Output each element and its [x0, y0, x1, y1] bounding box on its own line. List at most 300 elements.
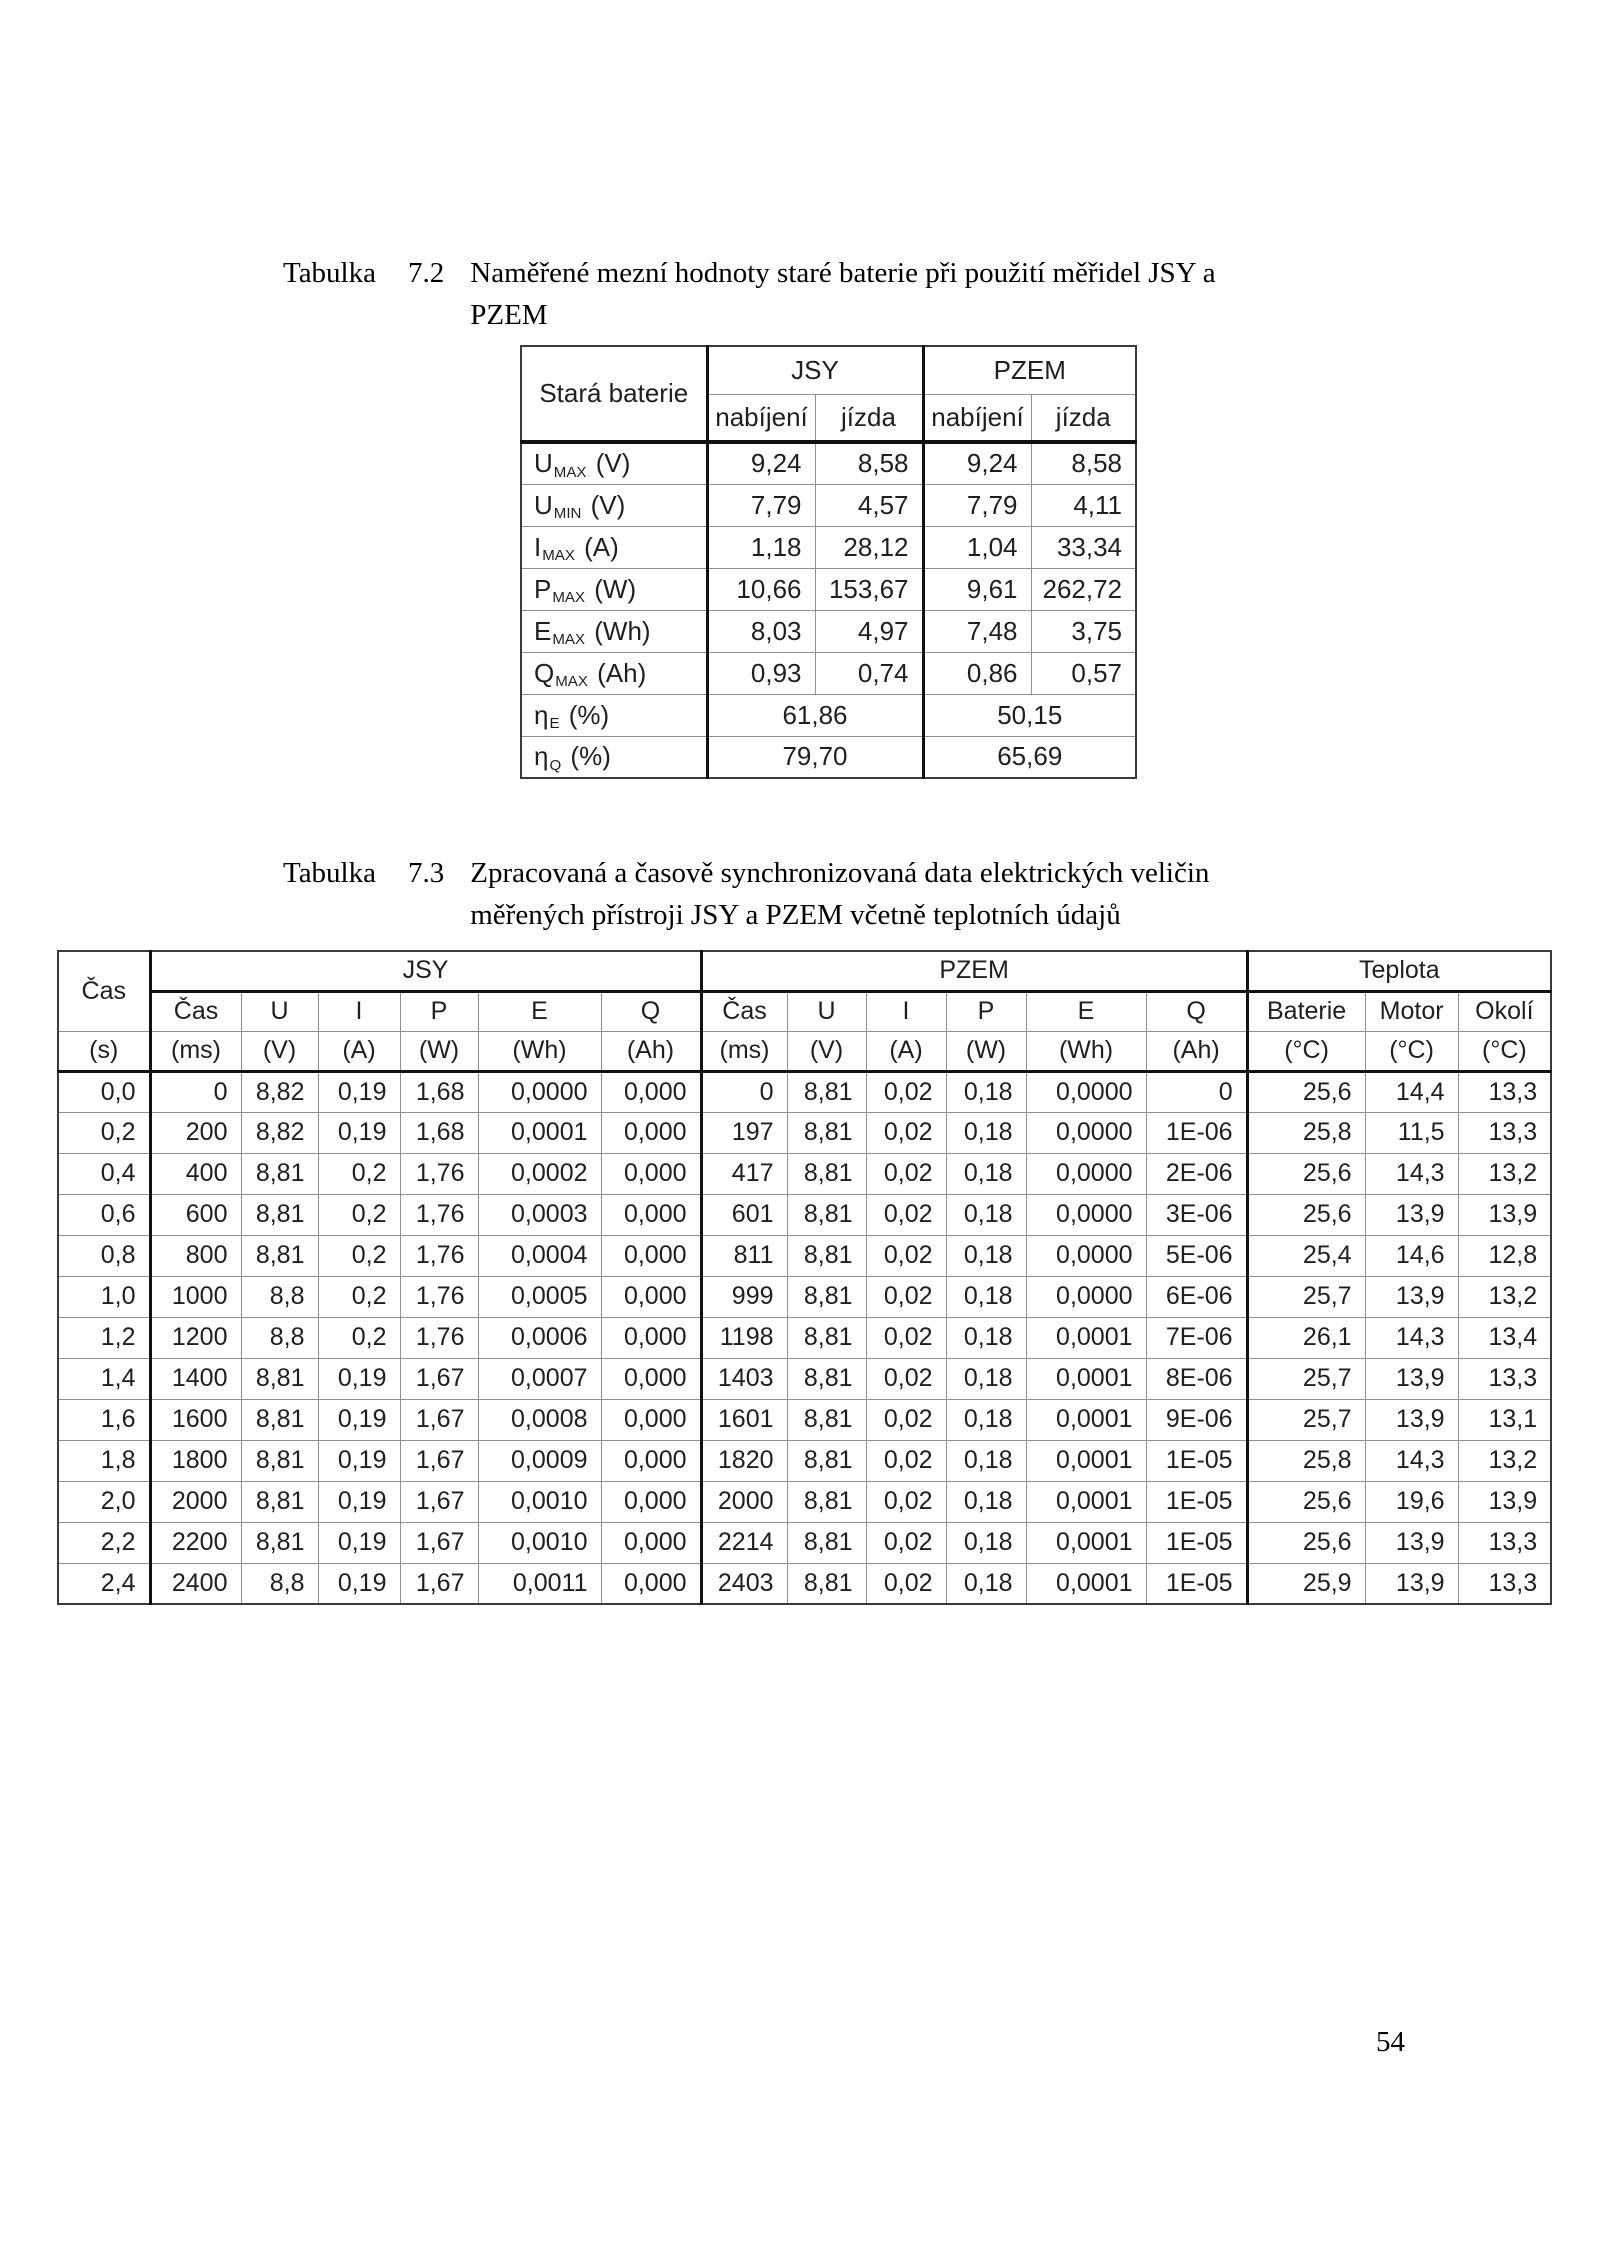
value-cell: 13,9	[1365, 1276, 1458, 1317]
value-cell: 0,0001	[478, 1112, 601, 1153]
value-cell: 1,67	[400, 1563, 478, 1604]
value-cell: 13,2	[1458, 1440, 1551, 1481]
table-row	[521, 736, 1136, 778]
table-row	[58, 1563, 1551, 1604]
value-cell: 25,6	[1247, 1522, 1365, 1563]
value-cell: 0,02	[866, 1399, 946, 1440]
value-cell: 0,18	[946, 1235, 1026, 1276]
value-cell: 0,02	[866, 1194, 946, 1235]
group-header-pzem: PZEM	[923, 346, 1136, 394]
value-cell: 13,9	[1365, 1563, 1458, 1604]
value-cell: 0,000	[601, 1440, 701, 1481]
value-cell: 0,02	[866, 1563, 946, 1604]
value-cell: 1198	[701, 1317, 787, 1358]
symbol-subscript: E	[549, 715, 560, 733]
table-73-synchronized-data	[57, 950, 1552, 1605]
value-cell: 1,67	[400, 1481, 478, 1522]
value-cell: 601	[701, 1194, 787, 1235]
table-row	[58, 1399, 1551, 1440]
value-cell: 0,74	[815, 652, 923, 694]
symbol: I	[534, 531, 542, 562]
value-cell: 13,9	[1365, 1194, 1458, 1235]
table-row	[58, 1235, 1551, 1276]
time-cell: 0,6	[58, 1194, 150, 1235]
value-cell: 4,57	[815, 484, 923, 526]
value-cell: 0,18	[946, 1358, 1026, 1399]
value-cell: 3,75	[1031, 610, 1136, 652]
value-cell: 1,76	[400, 1317, 478, 1358]
value-cell: 0,0009	[478, 1440, 601, 1481]
value-cell: 0	[1146, 1071, 1247, 1112]
value-cell: 8,81	[241, 1235, 318, 1276]
value-cell: 8,81	[241, 1399, 318, 1440]
value-cell: 0,02	[866, 1440, 946, 1481]
column-header: jízda	[1031, 394, 1136, 442]
value-cell: 13,4	[1458, 1317, 1551, 1358]
value-cell: 0,18	[946, 1112, 1026, 1153]
value-cell: 25,7	[1247, 1276, 1365, 1317]
table73-caption	[283, 852, 1209, 936]
table-row	[521, 610, 1136, 652]
row-label	[521, 652, 707, 694]
value-cell: 0,18	[946, 1194, 1026, 1235]
value-cell: 25,6	[1247, 1071, 1365, 1112]
value-cell: 0,0001	[1026, 1317, 1146, 1358]
symbol-subscript: MAX	[552, 631, 586, 649]
value-cell: 28,12	[815, 526, 923, 568]
time-cell: 0,8	[58, 1235, 150, 1276]
table-row	[58, 1031, 1551, 1071]
caption-line1: Zpracovaná a časově synchronizovaná data elektrických veličin	[470, 857, 1210, 889]
value-cell: 0,0000	[1026, 1194, 1146, 1235]
value-cell: 0,19	[318, 1358, 400, 1399]
table-row	[58, 1153, 1551, 1194]
table-row	[58, 951, 1551, 991]
symbol-subscript: Q	[549, 756, 562, 774]
value-cell: 8,81	[787, 1399, 866, 1440]
value-cell: 1,76	[400, 1194, 478, 1235]
table-row	[521, 484, 1136, 526]
unit-label: (Wh)	[587, 615, 651, 646]
value-cell: 417	[701, 1153, 787, 1194]
table-row	[58, 1194, 1551, 1235]
value-cell: 0,86	[923, 652, 1031, 694]
value-cell: 25,4	[1247, 1235, 1365, 1276]
value-cell: 25,6	[1247, 1153, 1365, 1194]
value-cell: 25,8	[1247, 1440, 1365, 1481]
symbol: Q	[534, 657, 555, 688]
value-cell: 0,000	[601, 1358, 701, 1399]
value-cell: 8,81	[787, 1317, 866, 1358]
value-cell: 0,18	[946, 1563, 1026, 1604]
value-cell: 8,81	[787, 1112, 866, 1153]
group-header-pzem: PZEM	[701, 951, 1247, 991]
value-cell: 8,81	[787, 1194, 866, 1235]
unit-cell: (°C)	[1365, 1031, 1458, 1071]
symbol: U	[534, 489, 553, 520]
value-cell: 13,9	[1458, 1481, 1551, 1522]
value-cell: 0,0001	[1026, 1481, 1146, 1522]
merged-value-cell: 61,86	[707, 694, 923, 736]
value-cell: 0,2	[318, 1276, 400, 1317]
value-cell: 9E-06	[1146, 1399, 1247, 1440]
value-cell: 2403	[701, 1563, 787, 1604]
value-cell: 2E-06	[1146, 1153, 1247, 1194]
group-header-jsy: JSY	[707, 346, 923, 394]
value-cell: 2000	[701, 1481, 787, 1522]
value-cell: 2400	[150, 1563, 241, 1604]
value-cell: 14,3	[1365, 1317, 1458, 1358]
unit-cell: (Ah)	[1146, 1031, 1247, 1071]
value-cell: 0,19	[318, 1563, 400, 1604]
value-cell: 0,0000	[1026, 1276, 1146, 1317]
value-cell: 13,9	[1365, 1522, 1458, 1563]
row-label	[521, 526, 707, 568]
value-cell: 0	[701, 1071, 787, 1112]
column-header: Čas	[701, 991, 787, 1031]
value-cell: 400	[150, 1153, 241, 1194]
value-cell: 2200	[150, 1522, 241, 1563]
value-cell: 25,7	[1247, 1399, 1365, 1440]
value-cell: 8,81	[241, 1194, 318, 1235]
symbol-subscript: MAX	[553, 463, 587, 481]
value-cell: 262,72	[1031, 568, 1136, 610]
value-cell: 8,8	[241, 1563, 318, 1604]
row-label	[521, 610, 707, 652]
time-cell: 0,4	[58, 1153, 150, 1194]
value-cell: 0,0008	[478, 1399, 601, 1440]
value-cell: 1E-06	[1146, 1112, 1247, 1153]
value-cell: 0,02	[866, 1358, 946, 1399]
value-cell: 0,02	[866, 1153, 946, 1194]
unit-cell: (V)	[241, 1031, 318, 1071]
unit-cell: (V)	[787, 1031, 866, 1071]
value-cell: 0,000	[601, 1522, 701, 1563]
time-cell: 2,0	[58, 1481, 150, 1522]
value-cell: 25,6	[1247, 1481, 1365, 1522]
value-cell: 0,0002	[478, 1153, 601, 1194]
column-header: P	[400, 991, 478, 1031]
column-header: U	[787, 991, 866, 1031]
time-cell: 0,2	[58, 1112, 150, 1153]
value-cell: 0,000	[601, 1481, 701, 1522]
value-cell: 0,0000	[1026, 1071, 1146, 1112]
value-cell: 2214	[701, 1522, 787, 1563]
merged-value-cell: 50,15	[923, 694, 1136, 736]
column-header: Okolí	[1458, 991, 1551, 1031]
value-cell: 25,6	[1247, 1194, 1365, 1235]
unit-cell: (ms)	[701, 1031, 787, 1071]
value-cell: 0,2	[318, 1194, 400, 1235]
value-cell: 1E-05	[1146, 1481, 1247, 1522]
time-cell: 1,0	[58, 1276, 150, 1317]
column-header: nabíjení	[923, 394, 1031, 442]
value-cell: 0,19	[318, 1522, 400, 1563]
value-cell: 13,2	[1458, 1153, 1551, 1194]
value-cell: 0,02	[866, 1276, 946, 1317]
value-cell: 1820	[701, 1440, 787, 1481]
value-cell: 8,81	[787, 1358, 866, 1399]
value-cell: 13,9	[1365, 1399, 1458, 1440]
merged-value-cell: 65,69	[923, 736, 1136, 778]
value-cell: 0,000	[601, 1112, 701, 1153]
value-cell: 0,02	[866, 1235, 946, 1276]
value-cell: 0,0001	[1026, 1358, 1146, 1399]
value-cell: 8,81	[787, 1522, 866, 1563]
row-label	[521, 484, 707, 526]
value-cell: 8,81	[787, 1481, 866, 1522]
value-cell: 0,19	[318, 1112, 400, 1153]
column-header: E	[478, 991, 601, 1031]
value-cell: 1,76	[400, 1235, 478, 1276]
value-cell: 25,8	[1247, 1112, 1365, 1153]
table-row	[521, 694, 1136, 736]
value-cell: 7,79	[923, 484, 1031, 526]
table-row	[58, 1317, 1551, 1358]
value-cell: 999	[701, 1276, 787, 1317]
value-cell: 0,0006	[478, 1317, 601, 1358]
value-cell: 153,67	[815, 568, 923, 610]
value-cell: 8,81	[241, 1358, 318, 1399]
value-cell: 25,9	[1247, 1563, 1365, 1604]
value-cell: 200	[150, 1112, 241, 1153]
table-row	[58, 1440, 1551, 1481]
value-cell: 0,19	[318, 1071, 400, 1112]
value-cell: 600	[150, 1194, 241, 1235]
value-cell: 0,02	[866, 1317, 946, 1358]
value-cell: 1400	[150, 1358, 241, 1399]
value-cell: 0,000	[601, 1317, 701, 1358]
column-header: Baterie	[1247, 991, 1365, 1031]
unit-label: (%)	[563, 741, 611, 772]
time-cell: 0,0	[58, 1071, 150, 1112]
value-cell: 8,81	[787, 1563, 866, 1604]
caption-text	[470, 852, 1209, 936]
value-cell: 13,3	[1458, 1522, 1551, 1563]
value-cell: 0,18	[946, 1071, 1026, 1112]
value-cell: 6E-06	[1146, 1276, 1247, 1317]
unit-cell: (A)	[866, 1031, 946, 1071]
table-row	[58, 1481, 1551, 1522]
value-cell: 7E-06	[1146, 1317, 1247, 1358]
unit-label: (A)	[576, 531, 619, 562]
value-cell: 0,18	[946, 1317, 1026, 1358]
value-cell: 3E-06	[1146, 1194, 1247, 1235]
value-cell: 8,81	[241, 1440, 318, 1481]
value-cell: 13,9	[1365, 1358, 1458, 1399]
unit-cell: (Ah)	[601, 1031, 701, 1071]
value-cell: 0,18	[946, 1153, 1026, 1194]
value-cell: 0,0001	[1026, 1563, 1146, 1604]
column-header: Q	[1146, 991, 1247, 1031]
time-cell: 1,6	[58, 1399, 150, 1440]
value-cell: 0,000	[601, 1153, 701, 1194]
value-cell: 0,0011	[478, 1563, 601, 1604]
value-cell: 1,67	[400, 1358, 478, 1399]
value-cell: 0,0000	[1026, 1112, 1146, 1153]
value-cell: 8,82	[241, 1112, 318, 1153]
value-cell: 0,000	[601, 1194, 701, 1235]
value-cell: 14,3	[1365, 1440, 1458, 1481]
value-cell: 25,7	[1247, 1358, 1365, 1399]
value-cell: 8E-06	[1146, 1358, 1247, 1399]
symbol: E	[534, 615, 552, 646]
value-cell: 1,68	[400, 1071, 478, 1112]
value-cell: 0,19	[318, 1440, 400, 1481]
column-header: E	[1026, 991, 1146, 1031]
group-header-jsy: JSY	[150, 951, 701, 991]
value-cell: 0,02	[866, 1481, 946, 1522]
value-cell: 8,81	[241, 1153, 318, 1194]
caption-number: 7.3	[408, 857, 445, 889]
row-label	[521, 568, 707, 610]
value-cell: 0,57	[1031, 652, 1136, 694]
value-cell: 13,1	[1458, 1399, 1551, 1440]
value-cell: 0,000	[601, 1399, 701, 1440]
unit-label: (Ah)	[589, 657, 647, 688]
value-cell: 1403	[701, 1358, 787, 1399]
value-cell: 0,02	[866, 1112, 946, 1153]
value-cell: 13,3	[1458, 1112, 1551, 1153]
value-cell: 1,76	[400, 1276, 478, 1317]
value-cell: 0,0000	[1026, 1235, 1146, 1276]
value-cell: 0,000	[601, 1276, 701, 1317]
corner-header: Čas	[58, 951, 150, 1031]
value-cell: 0,0004	[478, 1235, 601, 1276]
unit-cell: (ms)	[150, 1031, 241, 1071]
unit-label: (V)	[583, 489, 626, 520]
table-row	[58, 1112, 1551, 1153]
value-cell: 197	[701, 1112, 787, 1153]
time-cell: 1,4	[58, 1358, 150, 1399]
value-cell: 8,81	[787, 1071, 866, 1112]
value-cell: 1,76	[400, 1153, 478, 1194]
value-cell: 0,0007	[478, 1358, 601, 1399]
value-cell: 1600	[150, 1399, 241, 1440]
table-row	[521, 652, 1136, 694]
value-cell: 14,4	[1365, 1071, 1458, 1112]
value-cell: 8,81	[787, 1153, 866, 1194]
unit-cell: (Wh)	[478, 1031, 601, 1071]
value-cell: 2000	[150, 1481, 241, 1522]
value-cell: 0,18	[946, 1276, 1026, 1317]
value-cell: 13,3	[1458, 1358, 1551, 1399]
value-cell: 1601	[701, 1399, 787, 1440]
table-row	[521, 568, 1136, 610]
column-header: I	[866, 991, 946, 1031]
value-cell: 13,3	[1458, 1071, 1551, 1112]
group-header-teplota: Teplota	[1247, 951, 1551, 991]
value-cell: 5E-06	[1146, 1235, 1247, 1276]
unit-label: (W)	[587, 573, 637, 604]
caption-text	[470, 252, 1215, 336]
value-cell: 26,1	[1247, 1317, 1365, 1358]
value-cell: 0,19	[318, 1481, 400, 1522]
caption-label: Tabulka	[283, 857, 376, 889]
page-number: 54	[1376, 2026, 1405, 2058]
value-cell: 811	[701, 1235, 787, 1276]
time-cell: 2,4	[58, 1563, 150, 1604]
value-cell: 0,0010	[478, 1522, 601, 1563]
table-72-limit-values	[520, 345, 1137, 779]
caption-line1: Naměřené mezní hodnoty staré baterie při použití měřidel JSY a	[470, 257, 1216, 289]
value-cell: 12,8	[1458, 1235, 1551, 1276]
value-cell: 13,3	[1458, 1563, 1551, 1604]
value-cell: 14,6	[1365, 1235, 1458, 1276]
caption-number: 7.2	[408, 257, 445, 289]
value-cell: 8,03	[707, 610, 815, 652]
value-cell: 0,18	[946, 1399, 1026, 1440]
value-cell: 8,58	[1031, 442, 1136, 484]
column-header: U	[241, 991, 318, 1031]
table72-caption	[283, 252, 1216, 336]
value-cell: 1E-05	[1146, 1440, 1247, 1481]
value-cell: 4,11	[1031, 484, 1136, 526]
value-cell: 8,81	[241, 1522, 318, 1563]
value-cell: 0,18	[946, 1522, 1026, 1563]
value-cell: 4,97	[815, 610, 923, 652]
corner-header: Stará baterie	[521, 346, 707, 442]
unit-label: (%)	[561, 699, 610, 730]
value-cell: 0,0000	[478, 1071, 601, 1112]
value-cell: 11,5	[1365, 1112, 1458, 1153]
value-cell: 800	[150, 1235, 241, 1276]
value-cell: 0	[150, 1071, 241, 1112]
value-cell: 0,02	[866, 1071, 946, 1112]
value-cell: 0,02	[866, 1522, 946, 1563]
value-cell: 7,79	[707, 484, 815, 526]
column-header: Čas	[150, 991, 241, 1031]
value-cell: 1,68	[400, 1112, 478, 1153]
value-cell: 8,81	[787, 1235, 866, 1276]
value-cell: 13,9	[1458, 1194, 1551, 1235]
symbol-subscript: MAX	[542, 547, 575, 565]
value-cell: 1000	[150, 1276, 241, 1317]
column-header: jízda	[815, 394, 923, 442]
value-cell: 33,34	[1031, 526, 1136, 568]
value-cell: 14,3	[1365, 1153, 1458, 1194]
symbol-subscript: MAX	[555, 673, 588, 691]
value-cell: 9,24	[707, 442, 815, 484]
caption-line2: měřených přístroji JSY a PZEM včetně teplotních údajů	[470, 899, 1121, 931]
value-cell: 19,6	[1365, 1481, 1458, 1522]
value-cell: 8,8	[241, 1276, 318, 1317]
unit-cell: (°C)	[1247, 1031, 1365, 1071]
value-cell: 7,48	[923, 610, 1031, 652]
value-cell: 0,000	[601, 1563, 701, 1604]
value-cell: 8,82	[241, 1071, 318, 1112]
value-cell: 0,0001	[1026, 1399, 1146, 1440]
column-header: Motor	[1365, 991, 1458, 1031]
value-cell: 1,67	[400, 1522, 478, 1563]
value-cell: 0,19	[318, 1399, 400, 1440]
symbol: η	[534, 741, 549, 772]
value-cell: 1,04	[923, 526, 1031, 568]
table-row	[58, 991, 1551, 1031]
value-cell: 0,0003	[478, 1194, 601, 1235]
value-cell: 8,81	[787, 1440, 866, 1481]
unit-cell: (°C)	[1458, 1031, 1551, 1071]
value-cell: 0,0000	[1026, 1153, 1146, 1194]
symbol: η	[534, 699, 549, 730]
value-cell: 9,61	[923, 568, 1031, 610]
caption-label: Tabulka	[283, 257, 376, 289]
value-cell: 0,18	[946, 1440, 1026, 1481]
value-cell: 1,67	[400, 1399, 478, 1440]
value-cell: 1200	[150, 1317, 241, 1358]
table-row	[58, 1522, 1551, 1563]
value-cell: 0,0001	[1026, 1440, 1146, 1481]
